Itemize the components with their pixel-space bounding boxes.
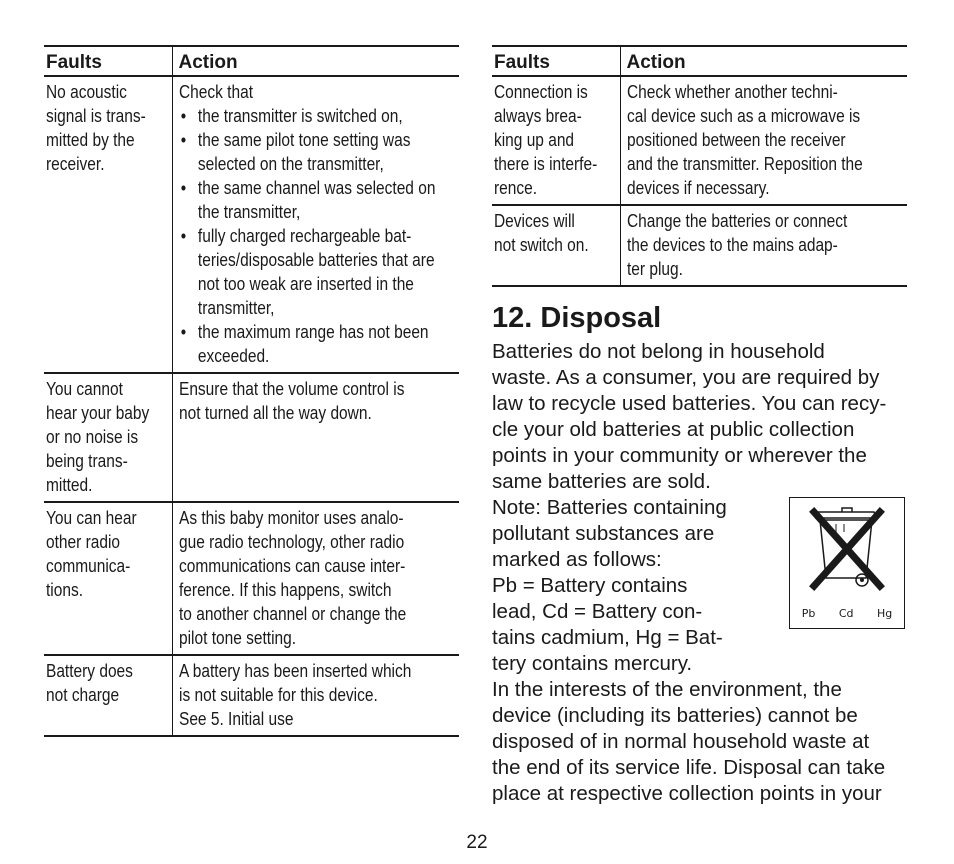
table-row xyxy=(44,502,459,655)
note-block xyxy=(492,495,907,677)
list-item: • the transmitter is switched on, xyxy=(179,104,459,128)
action-text: A battery has been inserted which is not suitable for this device. See 5. Initial use xyxy=(178,661,411,729)
table-row xyxy=(492,76,907,205)
table-header-row xyxy=(492,46,907,76)
right-column xyxy=(492,45,907,807)
disposal-paragraph: Batteries do not belong in household waste. As a consumer, you are required by law to recycle used batteries. You can recy- cle your old batteries at public collection points in your community or wherever the same batteries are sold. xyxy=(492,340,887,493)
fault-cell xyxy=(492,205,620,286)
action-cell xyxy=(172,373,459,502)
action-text: Ensure that the volume control is not turned all the way down. xyxy=(178,379,404,423)
action-cell xyxy=(620,205,907,286)
fault-cell xyxy=(44,502,172,655)
fault-text: Connection is always brea- king up and there is interfe- rence. xyxy=(494,82,598,198)
fault-cell xyxy=(44,373,172,502)
left-column xyxy=(44,45,459,737)
action-text: Change the batteries or connect the devices to the mains adap- ter plug. xyxy=(626,211,847,279)
section-heading: 12. Disposal xyxy=(492,302,662,334)
faults-header: Faults xyxy=(492,46,620,76)
note-text: Note: Batteries containing pollutant substances are marked as follows: Pb = Battery contains lead, Cd = Battery con- tains cadmium, Hg = Bat- tery contains mercury. xyxy=(492,496,727,675)
table-row xyxy=(44,655,459,736)
fault-text: You cannot hear your baby or no noise is being trans- mitted. xyxy=(46,379,150,495)
faults-table-right xyxy=(492,45,907,287)
action-header: Action xyxy=(620,46,907,76)
crossed-out-wheelie-bin-icon xyxy=(790,500,903,600)
list-item: • the same channel was selected on the transmitter, xyxy=(179,176,459,224)
table-row xyxy=(492,205,907,286)
page-number: 22 xyxy=(466,832,488,853)
symbol-labels xyxy=(790,607,904,620)
fault-text: Devices will not switch on. xyxy=(494,211,589,255)
fault-text: Battery does not charge xyxy=(46,661,133,705)
table-row xyxy=(44,76,459,373)
fault-cell xyxy=(44,655,172,736)
action-intro: Check that xyxy=(178,82,253,102)
disposal-paragraph-2: In the interests of the environment, the device (including its batteries) cannot be disposed of in normal household waste at the end of its service life. Disposal can take place at respective collection points in your xyxy=(492,678,886,805)
action-cell xyxy=(620,76,907,205)
battery-disposal-symbol xyxy=(789,497,905,629)
fault-cell xyxy=(492,76,620,205)
fault-text: No acoustic signal is trans- mitted by the receiver. xyxy=(46,82,146,174)
faults-table-left xyxy=(44,45,459,737)
fault-text: You can hear other radio communica- tions. xyxy=(46,508,137,600)
table-row xyxy=(44,373,459,502)
action-text: Check whether another techni- cal device such as a microwave is positioned between the receiver and the transmitter. Reposition the devices if necessary. xyxy=(626,82,863,198)
action-cell xyxy=(172,655,459,736)
list-item: • the same pilot tone setting was selected on the transmitter, xyxy=(179,128,459,176)
action-cell xyxy=(172,76,459,373)
action-header: Action xyxy=(172,46,459,76)
faults-header: Faults xyxy=(44,46,172,76)
table-header-row xyxy=(44,46,459,76)
list-item: • the maximum range has not been exceeded. xyxy=(179,320,459,368)
check-list xyxy=(179,104,459,368)
action-text: As this baby monitor uses analo- gue radio technology, other radio communications can cause inter- ference. If this happens, switch to another channel or change the pilot tone setting. xyxy=(178,508,406,648)
symbol-label-hg: Hg xyxy=(876,607,893,620)
symbol-label-cd: Cd xyxy=(838,607,854,620)
symbol-label-pb: Pb xyxy=(801,607,816,620)
list-item: • fully charged rechargeable bat-teries/disposable batteries that are not too weak are inserted in the transmitter, xyxy=(179,224,459,320)
fault-cell xyxy=(44,76,172,373)
action-cell xyxy=(172,502,459,655)
